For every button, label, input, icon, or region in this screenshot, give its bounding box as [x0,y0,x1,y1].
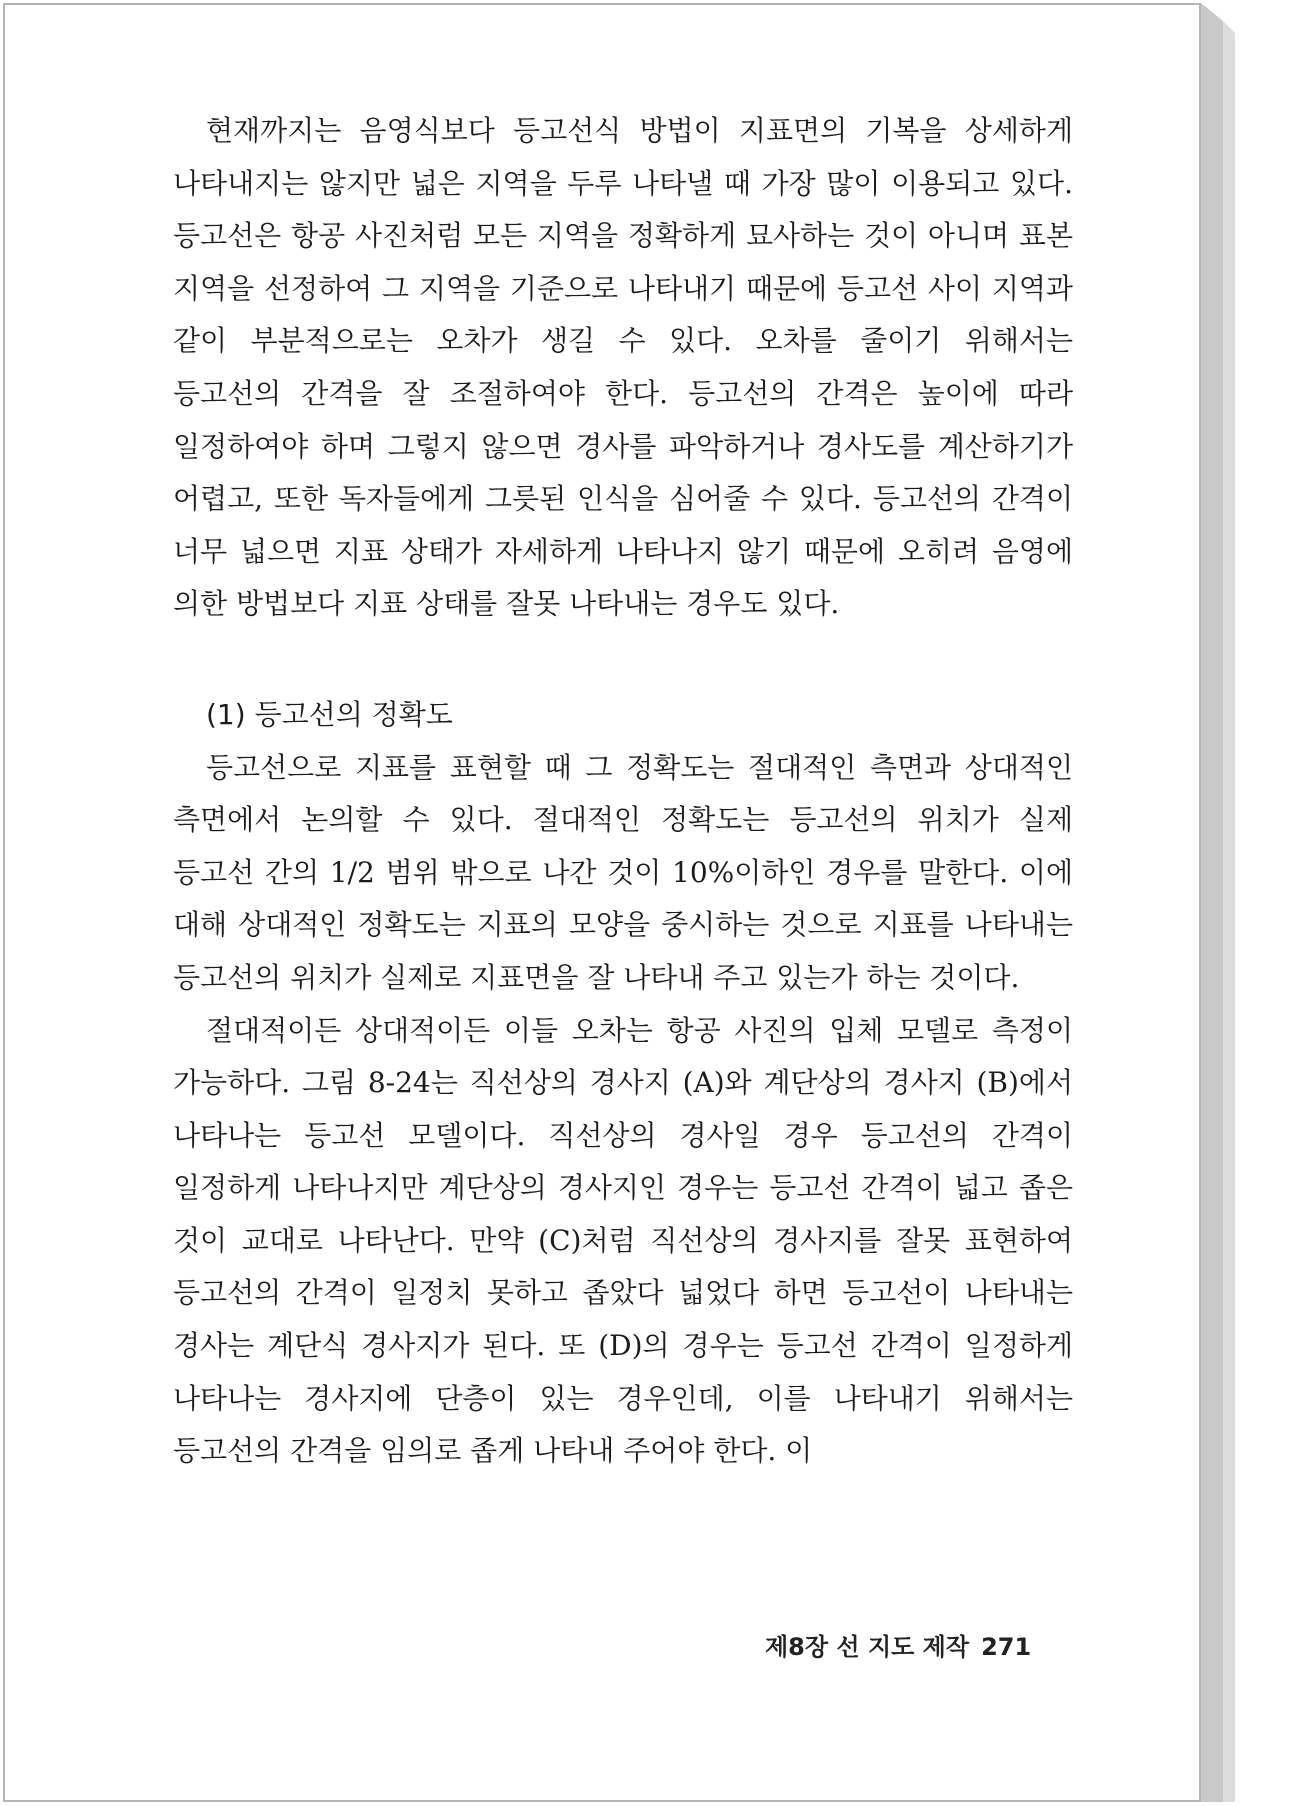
body-paragraph: 현재까지는 음영식보다 등고선식 방법이 지표면의 기복을 상세하게 나타내지는 않지만 넓은 지역을 두루 나타낼 때 가장 많이 이용되고 있다. 등고선은 항공 사진처럼 모든 지역을 정확하게 묘사하는 것이 아니며 표본 지역을 선정하여 그 지역을 기준으로 나타내기 때문에 등고선 사이 지역과 같이 부분적으로는 오차가 생길 수 있다. 오차를 줄이기 위해서는 등고선의 간격을 잘 조절하여야 한다. 등고선의 간격은 높이에 따라 일정하여야 하며 그렇지 않으면 경사를 파악하거나 경사도를 계산하기가 어렵고, 또한 독자들에게 그릇된 인식을 심어줄 수 있다. 등고선의 간격이 너무 넓으면 지표 상태가 자세하게 나타나지 않기 때문에 오히려 음영에 의한 방법보다 지표 상태를 잘못 나타내는 경우도 있다. [173,114,1073,621]
page-stack-edge [1201,3,1241,1802]
body-paragraph: 등고선으로 지표를 표현할 때 그 정확도는 절대적인 측면과 상대적인 측면에서 논의할 수 있다. 절대적인 정확도는 등고선의 위치가 실제 등고선 간의 1/2 범위 밖으로 나간 것이 10%이하인 경우를 말한다. 이에 대해 상대적인 정확도는 지표의 모양을 중시하는 것으로 지표를 나타내는 등고선의 위치가 실제로 지표면을 잘 나타내 주고 있는가 하는 것이다. [173,750,1073,994]
page-footer [765,1627,1165,1662]
body-paragraph: 절대적이든 상대적이든 이들 오차는 항공 사진의 입체 모델로 측정이 가능하다. 그림 8-24는 직선상의 경사지 (A)와 계단상의 경사지 (B)에서 나타나는 등고선 모델이다. 직선상의 경사일 경우 등고선의 간격이 일정하게 나타나지만 계단상의 경사지인 경우는 등고선 간격이 넓고 좁은 것이 교대로 나타난다. 만약 (C)처럼 직선상의 경사지를 잘못 표현하여 등고선의 간격이 일정치 못하고 좁았다 넓었다 하면 등고선이 나타내는 경사는 계단식 경사지가 된다. 또 (D)의 경우는 등고선 간격이 일정하게 나타나는 경사지에 단층이 있는 경우인데, 이를 나타내기 위해서는 등고선의 간격을 임의로 좁게 나타내 주어야 한다. 이 [173,1013,1073,1468]
page-number: 271 [981,1633,1032,1661]
book-page [3,3,1201,1802]
chapter-title: 제8장 선 지도 제작 [765,1633,970,1661]
page-body [173,105,1073,1478]
section-heading: (1) 등고선의 정확도 [206,697,453,731]
